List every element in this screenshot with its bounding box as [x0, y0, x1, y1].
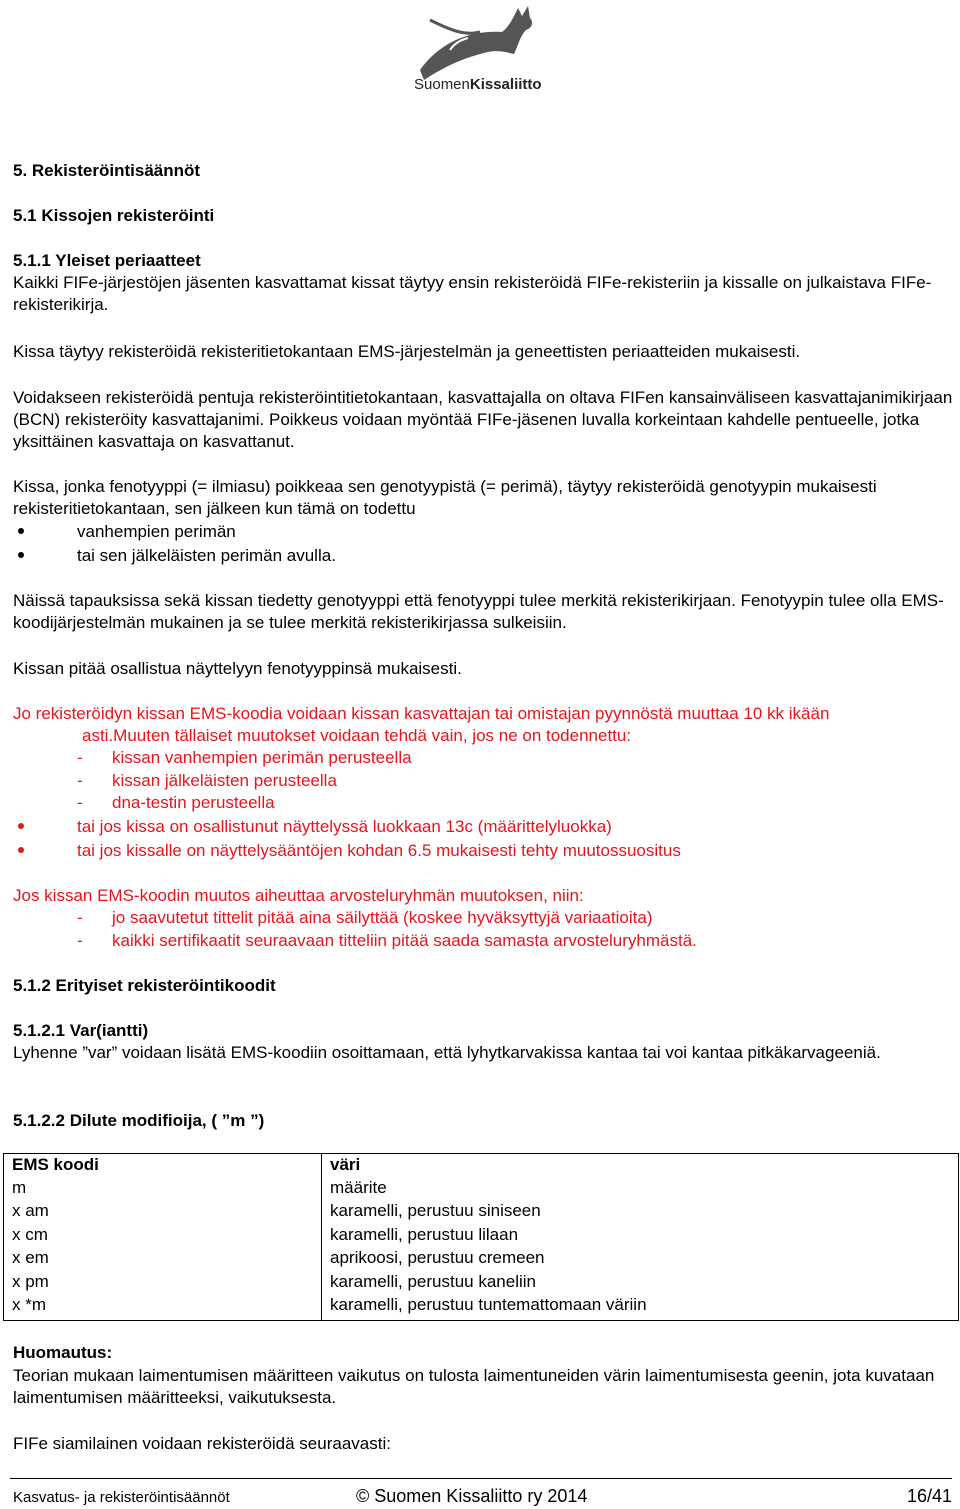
- table-cell: aprikoosi, perustuu cremeen: [330, 1248, 545, 1268]
- paragraph-6: Kissan pitää osallistua näyttelyyn fenotyyppinsä mukaisesti.: [13, 659, 462, 678]
- heading-5-1: 5.1 Kissojen rekisteröinti: [13, 206, 215, 225]
- heading-5-1-2-2: 5.1.2.2 Dilute modifioija, ( ”m ”): [13, 1111, 265, 1130]
- table-cell: karamelli, perustuu tuntemattomaan väriin: [330, 1295, 647, 1315]
- table-header-row: [3, 1153, 959, 1176]
- table-row: [3, 1223, 959, 1246]
- bullet-icon: [18, 528, 24, 534]
- footer-left: Kasvatus- ja rekisteröintisäännöt: [13, 1489, 230, 1506]
- bullet-item: tai jos kissa on osallistunut näyttelyssä luokkaan 13c (määrittelyluokka): [77, 817, 612, 836]
- dash-item: - kissan jälkeläisten perusteella: [77, 771, 337, 790]
- logo-text: SuomenKissaliitto: [414, 76, 542, 93]
- bullet-item: tai sen jälkeläisten perimän avulla.: [77, 546, 336, 565]
- bullet-item: vanhempien perimän: [77, 522, 236, 541]
- note-text: Teorian mukaan laimentumisen määritteen vaikutus on tulosta laimentuneiden värin laimentumisesta geenin, jota kuvataan laimentumisen määritteeksi, vaikutuksesta.: [13, 1366, 935, 1407]
- paragraph-5: Näissä tapauksissa sekä kissan tiedetty genotyyppi että fenotyyppi tulee merkitä rekisterikirjaan. Fenotyypin tulee olla EMS-koodijärjestelmän mukainen ja se tulee merkitä rekisterikirjassa sulkeisiin.: [13, 591, 944, 632]
- bullet-icon: [18, 552, 24, 558]
- paragraph-3: Voidakseen rekisteröidä pentuja rekisteröintitietokantaan, kasvattajalla on oltava FIFen kansainväliseen kasvattajanimikirjaan (BCN) rekisteröity kasvattajanimi. Poikkeus voidaan myöntää FIFe-jäsenen luvalla korkeintaan kahdelle pentueelle, jotka yksittäinen kasvattaja on kasvattanut.: [13, 388, 953, 451]
- dash-item: - kaikki sertifikaatit seuraavaan titteliin pitää saada samasta arvosteluryhmästä.: [77, 931, 697, 950]
- heading-5-1-1: 5.1.1 Yleiset periaatteet: [13, 251, 201, 270]
- paragraph-2: Kissa täytyy rekisteröidä rekisteritietokantaan EMS-järjestelmän ja geneettisten periaatteiden mukaisesti.: [13, 342, 801, 361]
- footer-page-number: 16/41: [906, 1486, 952, 1506]
- bullet-item: tai jos kissalle on näyttelysääntöjen kohdan 6.5 mukaisesti tehty muutossuositus: [77, 841, 681, 860]
- table-cell: m: [12, 1178, 27, 1198]
- heading-5: 5. Rekisteröintisäännöt: [13, 161, 201, 180]
- table-row: [3, 1293, 959, 1316]
- table-header-cell: väri: [330, 1154, 361, 1174]
- table-row: [3, 1270, 959, 1293]
- table-cell: karamelli, perustuu kaneliin: [330, 1271, 536, 1291]
- dash-item: - jo saavutetut tittelit pitää aina säilyttää (koskee hyväksyttyjä variaatioita): [77, 908, 653, 927]
- table-header-cell: EMS koodi: [12, 1154, 99, 1174]
- red-paragraph-line-1: Jo rekisteröidyn kissan EMS-koodia voidaan kissan kasvattajan tai omistajan pyynnöstä muuttaa 10 kk ikään: [13, 704, 830, 723]
- table-cell: määrite: [330, 1178, 387, 1198]
- red-paragraph-line-2: asti.Muuten tällaiset muutokset voidaan tehdä vain, jos ne on todennettu:: [82, 726, 632, 745]
- dash-item: - dna-testin perusteella: [77, 793, 275, 812]
- heading-5-1-2: 5.1.2 Erityiset rekisteröintikoodit: [13, 976, 276, 995]
- bullet-icon: [18, 823, 24, 829]
- heading-5-1-2-1: 5.1.2.1 Var(iantti): [13, 1021, 149, 1040]
- red-paragraph-2: Jos kissan EMS-koodin muutos aiheuttaa arvosteluryhmän muutoksen, niin:: [13, 886, 584, 905]
- bullet-icon: [18, 847, 24, 853]
- table-cell: x *m: [12, 1295, 46, 1315]
- paragraph-8: FIFe siamilainen voidaan rekisteröidä seuraavasti:: [13, 1434, 391, 1453]
- paragraph-1: Kaikki FIFe-järjestöjen jäsenten kasvattamat kissat täytyy ensin rekisteröidä FIFe-rekisteriin ja kissalle on julkaistava FIFe-rekisterikirja.: [13, 273, 932, 314]
- table-row: [3, 1247, 959, 1270]
- note-title: Huomautus:: [13, 1343, 113, 1362]
- table-cell: x pm: [12, 1271, 49, 1291]
- paragraph-7: Lyhenne ”var” voidaan lisätä EMS-koodiin osoittamaan, että lyhytkarvakissa kantaa tai voi kantaa pitkäkarvageeniä.: [13, 1043, 881, 1062]
- table-cell: karamelli, perustuu siniseen: [330, 1201, 541, 1221]
- ems-table: [3, 1153, 959, 1317]
- table-cell: x em: [12, 1248, 49, 1268]
- footer-divider: [10, 1478, 952, 1479]
- dash-item: - kissan vanhempien perimän perusteella: [77, 748, 412, 767]
- table-row: [3, 1176, 959, 1199]
- footer-center: © Suomen Kissaliitto ry 2014: [356, 1486, 588, 1506]
- table-row: [3, 1200, 959, 1223]
- table-cell: x am: [12, 1201, 49, 1221]
- table-cell: x cm: [12, 1224, 48, 1244]
- paragraph-4: Kissa, jonka fenotyyppi (= ilmiasu) poikkeaa sen genotyypistä (= perimä), täytyy rekisteröidä genotyypin mukaisesti rekisteritietokantaan, sen jälkeen kun tämä on todettu: [13, 477, 877, 518]
- table-cell: karamelli, perustuu lilaan: [330, 1224, 519, 1244]
